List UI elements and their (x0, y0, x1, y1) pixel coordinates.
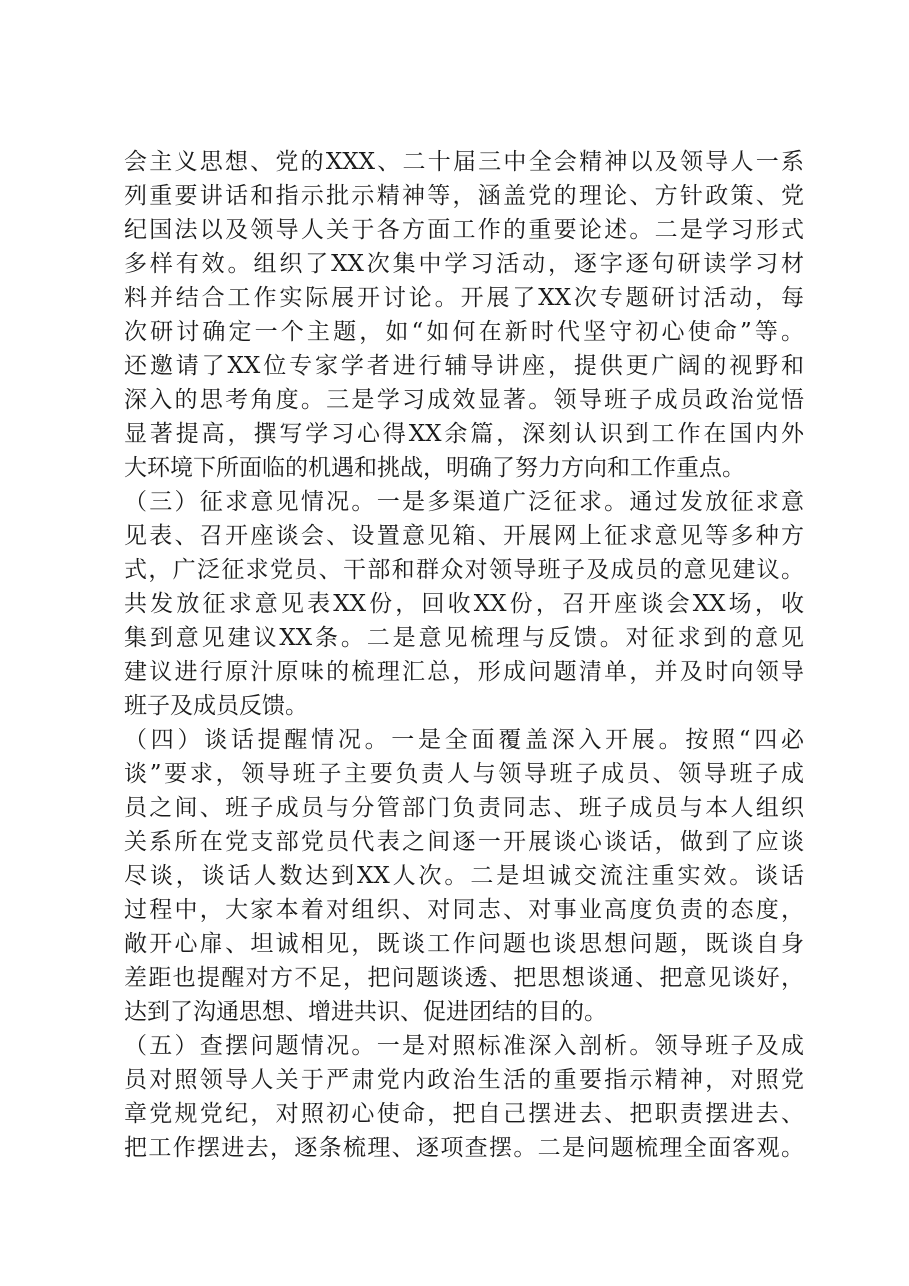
text-line: 建议进行原汁原味的梳理汇总，形成问题清单，并及时向领导 (124, 659, 804, 685)
text-line: 次研讨确定一个主题，如“如何在新时代坚守初心使命”等。 (124, 319, 804, 345)
text-line: 多样有效。组织了XX次集中学习活动，逐字逐句研读学习材 (124, 251, 804, 277)
text-line: 还邀请了XX位专家学者进行辅导讲座，提供更广阔的视野和 (124, 353, 804, 379)
text-line: 大环境下所面临的机遇和挑战，明确了努力方向和工作重点。 (124, 455, 745, 481)
text-line: 深入的思考角度。三是学习成效显著。领导班子成员政治觉悟 (124, 387, 804, 413)
text-line: 班子及成员反馈。 (124, 693, 308, 719)
text-line: 谈”要求，领导班子主要负责人与领导班子成员、领导班子成 (124, 761, 804, 787)
text-line: 共发放征求意见表XX份，回收XX份，召开座谈会XX场，收 (124, 591, 804, 617)
text-line: 差距也提醒对方不足，把问题谈透、把思想谈通、把意见谈好， (124, 965, 804, 991)
body-text (124, 145, 804, 1165)
text-line: 式，广泛征求党员、干部和群众对领导班子及成员的意见建议。 (124, 557, 804, 583)
text-line: 显著提高，撰写学习心得XX余篇，深刻认识到工作在国内外 (124, 421, 804, 447)
text-line: 章党规党纪，对照初心使命，把自己摆进去、把职责摆进去、 (124, 1101, 804, 1127)
text-line: 尽谈，谈话人数达到XX人次。二是坦诚交流注重实效。谈话 (124, 863, 804, 889)
text-line: 达到了沟通思想、增进共识、促进团结的目的。 (124, 999, 607, 1025)
text-line: 纪国法以及领导人关于各方面工作的重要论述。二是学习形式 (124, 217, 804, 243)
text-line: 关系所在党支部党员代表之间逐一开展谈心谈话，做到了应谈 (124, 829, 804, 855)
text-line: 见表、召开座谈会、设置意见箱、开展网上征求意见等多种方 (124, 523, 804, 549)
text-line: 料并结合工作实际展开讨论。开展了XX次专题研讨活动，每 (124, 285, 804, 311)
text-line: 过程中，大家本着对组织、对同志、对事业高度负责的态度， (124, 897, 804, 923)
text-line: （三）征求意见情况。一是多渠道广泛征求。通过发放征求意 (124, 489, 804, 515)
text-line: （四）谈话提醒情况。一是全面覆盖深入开展。按照“四必 (124, 727, 804, 753)
text-line: 把工作摆进去，逐条梳理、逐项查摆。二是问题梳理全面客观。 (124, 1135, 804, 1161)
text-line: （五）查摆问题情况。一是对照标准深入剖析。领导班子及成 (124, 1033, 804, 1059)
text-line: 员之间、班子成员与分管部门负责同志、班子成员与本人组织 (124, 795, 804, 821)
text-line: 会主义思想、党的XXX、二十届三中全会精神以及领导人一系 (124, 149, 804, 175)
text-line: 集到意见建议XX条。二是意见梳理与反馈。对征求到的意见 (124, 625, 804, 651)
text-line: 员对照领导人关于严肃党内政治生活的重要指示精神，对照党 (124, 1067, 804, 1093)
text-line: 敞开心扉、坦诚相见，既谈工作问题也谈思想问题，既谈自身 (124, 931, 804, 957)
text-line: 列重要讲话和指示批示精神等，涵盖党的理论、方针政策、党 (124, 183, 804, 209)
